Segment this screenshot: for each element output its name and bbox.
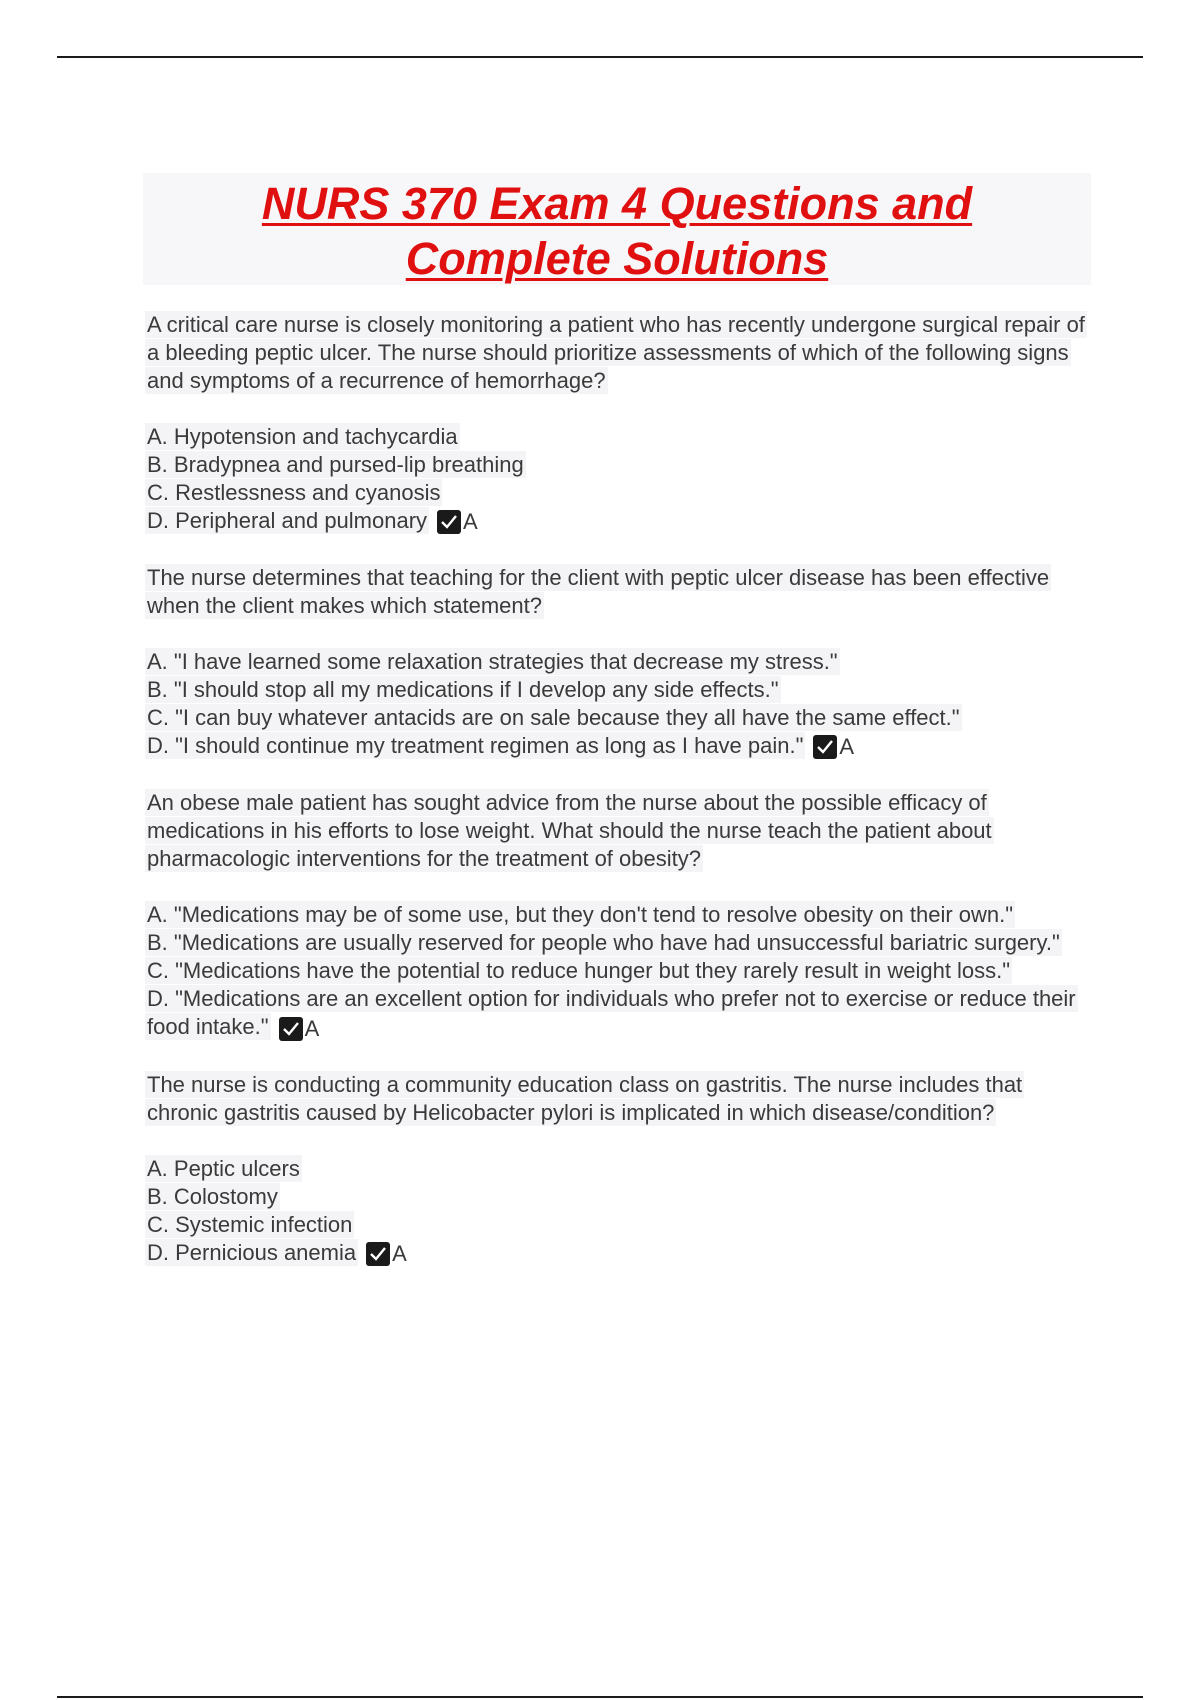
option-c: C. "I can buy whatever antacids are on sale because they all have the same effect."	[147, 705, 960, 731]
question-4	[145, 1071, 1095, 1268]
check-box-icon	[813, 735, 837, 759]
title-box	[143, 173, 1091, 285]
option-b: B. "Medications are usually reserved for people who have had unsuccessful bariatric surgery."	[147, 930, 1060, 956]
page-title	[143, 173, 1091, 286]
question-3	[145, 789, 1095, 1042]
option-c: C. "Medications have the potential to reduce hunger but they rarely result in weight loss."	[147, 958, 1011, 984]
question-text: A critical care nurse is closely monitoring a patient who has recently undergone surgical repair of a bleeding peptic ulcer. The nurse should prioritize assessments of which of the following signs and symptoms of a recurrence of hemorrhage?	[147, 312, 1085, 393]
question-1	[145, 311, 1095, 536]
answer-letter: A	[839, 734, 855, 760]
options-list	[145, 901, 1095, 1042]
check-box-icon	[366, 1242, 390, 1266]
answer-letter: A	[463, 509, 478, 535]
answer-marker	[279, 1015, 320, 1043]
questions-list	[145, 311, 1095, 1296]
question-text: An obese male patient has sought advice from the nurse about the possible efficacy of medications in his efforts to lose weight. What should the nurse teach the patient about pharmacologic interventions for the treatment of obesity?	[147, 790, 992, 872]
question-2	[145, 564, 1095, 761]
option-d: D. Peripheral and pulmonary A	[147, 508, 478, 535]
answer-marker	[437, 508, 478, 536]
option-b: B. Bradypnea and pursed-lip breathing	[147, 452, 524, 477]
option-b: B. "I should stop all my medications if I develop any side effects."	[147, 677, 779, 703]
option-d: D. "Medications are an excellent option for individuals who prefer not to exercise or reduce their food intake." A	[147, 986, 1076, 1041]
top-rule	[57, 56, 1143, 58]
option-c: C. Restlessness and cyanosis	[147, 480, 441, 505]
options-list	[145, 1155, 1095, 1268]
answer-marker	[366, 1240, 407, 1268]
answer-letter: A	[304, 1015, 320, 1041]
check-box-icon	[279, 1017, 303, 1041]
question-text: The nurse is conducting a community education class on gastritis. The nurse includes that chronic gastritis caused by Helicobacter pylori is implicated in which disease/condition?	[147, 1071, 1023, 1125]
option-d: D. "I should continue my treatment regimen as long as I have pain." A	[147, 733, 855, 760]
option-a: A. "Medications may be of some use, but they don't tend to resolve obesity on their own."	[147, 902, 1014, 928]
option-b: B. Colostomy	[147, 1183, 278, 1209]
options-list	[145, 423, 1095, 536]
bottom-rule	[57, 1696, 1143, 1698]
options-list	[145, 648, 1095, 761]
option-a: A. "I have learned some relaxation strategies that decrease my stress."	[147, 649, 838, 675]
question-text: The nurse determines that teaching for the client with peptic ulcer disease has been effective when the client makes which statement?	[147, 565, 1050, 619]
answer-marker	[813, 733, 854, 761]
page-title-line-1: NURS 370 Exam 4 Questions and	[261, 178, 973, 229]
check-box-icon	[437, 510, 461, 534]
page-title-line-2: Complete Solutions	[405, 233, 829, 284]
option-c: C. Systemic infection	[147, 1211, 353, 1237]
answer-letter: A	[392, 1240, 407, 1266]
option-d: D. Pernicious anemia A	[147, 1239, 407, 1266]
option-a: A. Hypotension and tachycardia	[147, 424, 458, 449]
option-a: A. Peptic ulcers	[147, 1155, 300, 1181]
